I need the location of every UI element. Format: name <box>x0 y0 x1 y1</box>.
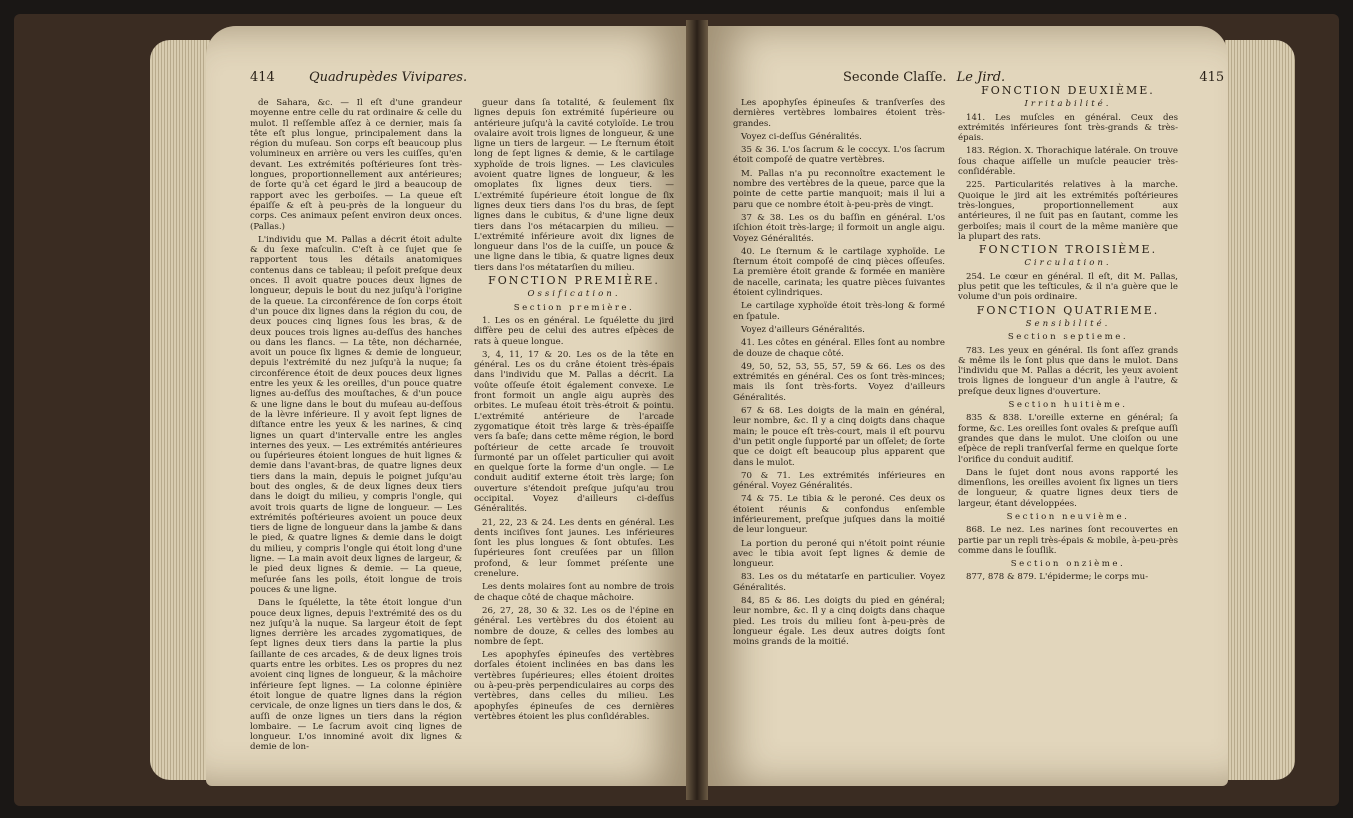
right-running-classe: Seconde Claſſe. <box>843 70 947 85</box>
paragraph: 74 & 75. Le tibia & le peroné. Ces deux os étoient réunis & confondus enſemble inférieurement, preſque juſques dans la moitié de leur longueur. <box>733 494 945 536</box>
section-heading: Section onzième. <box>1010 559 1126 570</box>
subheading: Circulation. <box>1024 258 1112 269</box>
left-column-1 <box>250 98 462 756</box>
paragraph: 35 & 36. L'os ſacrum & le coccyx. L'os ſacrum étoit compoſé de quatre vertèbres. <box>733 145 945 166</box>
paragraph: 868. Le nez. Les narines ſont recouvertes en partie par un repli très-épais & mobile, à-peu-près comme dans le ſouſlik. <box>958 525 1178 556</box>
right-column-1 <box>733 98 945 651</box>
left-running-title: Quadrupèdes Vivipares. <box>308 70 468 85</box>
paragraph: 141. Les muſcles en général. Ceux des extrémités inférieures ſont très-grands & très-épais. <box>958 112 1178 144</box>
paragraph: Voyez d'ailleurs Généralités. <box>741 324 865 335</box>
subheading: Sensibilité. <box>1025 318 1111 329</box>
paragraph: 83. Les os du métatarſe en particulier. Voyez Généralités. <box>733 572 945 593</box>
right-page <box>703 26 1228 786</box>
paragraph: 835 & 838. L'oreille externe en général; ſa forme, &c. Les oreilles ſont ovales & preſque auſſi grandes que dans le mulot. Une cloiſon ou une eſpèce de repli tranſverſal ferme en quelque ſorte l'orifice du conduit auditif. <box>958 413 1178 465</box>
paragraph: Voyez ci-deſſus Généralités. <box>741 131 862 142</box>
paragraph: 84, 85 & 86. Les doigts du pied en général; leur nombre, &c. Il y a cinq doigts dans chaque pied. Les trois du milieu ſont à-peu-près de longueur égale. Les deux autres doigts ſont moins grands de la moitié. <box>733 596 945 648</box>
paragraph: Les apophyſes épineuſes & tranſverſes des dernières vertèbres lombaires étoient très-grandes. <box>733 98 945 129</box>
left-column-2 <box>474 98 674 725</box>
paragraph: Le cartilage xyphoïde étoit très-long & formé en ſpatule. <box>733 301 945 322</box>
fonction-heading: FONCTION DEUXIÈME. <box>981 84 1155 97</box>
paragraph: Les apophyſes épineuſes des vertèbres dorſales étoient inclinées en bas dans les vertèbres ſupérieures; elles étoient droites ou à-peu-près perpendiculaires au corps des vertèbres, dans celles du milieu. Les apophyſes épineuſes de ces dernières vertèbres étoient les plus conſidérables. <box>474 650 674 722</box>
paragraph: Dans le ſujet dont nous avons rapporté les dimenſions, les oreilles avoient ſix lignes un tiers de longueur, & quatre lignes deux tiers de largeur, étant développées. <box>958 467 1178 509</box>
paragraph: Les dents molaires ſont au nombre de trois de chaque côté de chaque mâchoire. <box>474 582 674 603</box>
paragraph: 225. Particularités relatives à la marche. Quoique le jird ait les extrémités poſtérieures très-longues, proportionnellement aux antérieures, il ne ſuit pas en ſautant, comme les gerboiſes; mais il court de la même manière que la plupart des rats. <box>958 180 1178 242</box>
right-running-head <box>843 70 1224 85</box>
section-heading: Section septieme. <box>1007 332 1129 343</box>
book-gutter <box>686 20 708 800</box>
subheading: Ossification. <box>527 289 621 300</box>
paragraph: La portion du peroné qui n'étoit point réunie avec le tibia avoit ſept lignes & demie de longueur. <box>733 538 945 570</box>
paragraph: 783. Les yeux en général. Ils ſont aſſez grands & même ils le ſont plus que dans le mulot. Dans l'individu que M. Pallas a décrit, les yeux avoient trois lignes de longueur d'un angle à l'autre, & preſque deux lignes d'ouverture. <box>958 345 1178 397</box>
left-page <box>206 26 691 786</box>
right-page-edges <box>1225 40 1295 780</box>
paragraph: 26, 27, 28, 30 & 32. Les os de l'épine en général. Les vertèbres du dos étoient au nombre de douze, & celles des lombes au nombre de ſept. <box>474 605 674 647</box>
paragraph: de Sahara, &c. — Il eſt d'une grandeur moyenne entre celle du rat ordinaire & celle du mulot. Il reſſemble aſſez à ce dernier, mais ſa tête eſt plus longue, principalement dans la région du muſeau. Son corps eſt beaucoup plus volumineux en arrière ou vers les cuiſſes, qu'en devant. Les extrémités poſtérieures ſont très-longues, proportionnellement aux antérieures; de ſorte qu'à cet égard le jird a beaucoup de rapport avec les gerboiſes. — La queue eſt épaiſſe & eſt à peu-près de la longueur du corps. Ces animaux peſent environ deux onces. (Pallas.) <box>250 98 462 232</box>
paragraph: L'individu que M. Pallas a décrit étoit adulte & du ſexe maſculin. C'eſt à ce ſujet que ſe rapportent tous les détails anatomiques contenus dans ce tableau; il peſoit preſque deux onces. Il avoit quatre pouces deux lignes de longueur, depuis le bout du nez juſqu'à l'origine de la queue. La circonférence de ſon corps étoit d'un pouce dix lignes dans la région du cou, de deux pouces cinq lignes ſous les bras, & de deux pouces trois lignes au-deſſus des hanches ou dans les flancs. — La tête, non décharnée, avoit un pouce ſix lignes & demie de longueur, depuis l'extrémité du nez juſqu'à la nuque; ſa circonférence étoit de deux pouces deux lignes entre les yeux & les oreilles, d'un pouce quatre lignes au-deſſus des mouſtaches, & d'un pouce & une ligne dans le bout du muſeau au-deſſous de la lèvre inférieure. Il y avoit ſept lignes de diſtance entre les yeux & les narines, & cinq lignes un quart d'intervalle entre les angles internes des yeux. — Les extrémités antérieures ou ſupérieures étoient longues de huit lignes & demie dans l'avant-bras, de quatre lignes deux tiers dans la main, depuis le poignet juſqu'au bout des ongles, & de deux lignes deux tiers dans le doigt du milieu, y compris l'ongle, qui avoit trois quarts de ligne de longueur. — Les extrémités poſtérieures avoient un pouce deux tiers de ligne de longueur dans la jambe & dans le pied, & quatre lignes & demie dans le doigt du milieu, y compris l'ongle qui étoit long d'une ligne. — La main avoit deux lignes de largeur, & le pied deux lignes & demie. — La queue, meſurée ſans les poils, étoit longue de trois pouces & une ligne. <box>250 234 462 595</box>
section-heading: Section huitième. <box>1008 400 1128 411</box>
paragraph: 21, 22, 23 & 24. Les dents en général. Les dents inciſives ſont jaunes. Les inférieures ſont les plus longues & ſont obtuſes. Les ſupérieures ſont creuſées par un ſillon profond, & leur ſommet préſente une crenelure. <box>474 517 674 580</box>
paragraph: 40. Le ſternum & le cartilage xyphoïde. Le ſternum étoit compoſé de cinq pièces oſſeuſes. La première étoit grande & formée en manière de nacelle, carinata; les quatre pièces ſuivantes étoient cylindriques. <box>733 246 945 299</box>
paragraph: 41. Les côtes en général. Elles ſont au nombre de douze de chaque côté. <box>733 338 945 359</box>
paragraph: 254. Le cœur en général. Il eſt, dit M. Pallas, plus petit que les teſticules, & il n'a guère que le volume d'un pois ordinaire. <box>958 271 1178 303</box>
left-page-edges <box>150 40 210 780</box>
section-heading: Section première. <box>513 302 635 313</box>
fonction-heading: FONCTION QUATRIEME. <box>976 303 1160 317</box>
paragraph: 3, 4, 11, 17 & 20. Les os de la tête en général. Les os du crâne étoient très-épais dans l'individu que M. Pallas a décrit. La voûte oſſeuſe étoit également convexe. Le front formoit un angle aigu auprès des orbites. Le muſeau étoit très-étroit & pointu. L'extrémité antérieure de l'arcade zygomatique étoit très large & très-épaiſſe vers ſa baſe; dans cette même région, le bord poſtérieur de cette arcade ſe trouvoit ſurmonté par un oſſelet particulier qui avoit en quelque ſorte la forme d'un ongle. — Le conduit auditif externe étoit très large; ſon ouverture s'étendoit preſque juſqu'au trou occipital. Voyez d'ailleurs ci-deſſus Généralités. <box>474 349 674 515</box>
paragraph: 183. Région. X. Thorachique latérale. On trouve ſous chaque aiſſelle un muſcle peaucier très-conſidérable. <box>958 146 1178 178</box>
paragraph: Dans le ſquélette, la tête étoit longue d'un pouce deux lignes, depuis l'extrémité des os du nez juſqu'à la nuque. Sa largeur étoit de ſept lignes derrière les arcades zygomatiques, de ſept lignes deux tiers dans la partie la plus ſaillante de ces arcades, & de deux lignes trois quarts entre les orbites. Les os propres du nez avoient cinq lignes de longueur, & la mâchoire inférieure ſept lignes. — La colonne épinière étoit longue de quatre lignes dans la région cervicale, de onze lignes un tiers dans le dos, & auſſi de onze lignes un tiers dans la région lombaire. — Le ſacrum avoit cinq lignes de longueur. L'os innominé avoit dix lignes & demie de lon- <box>250 598 462 753</box>
left-page-number: 414 <box>250 70 275 85</box>
paragraph: M. Pallas n'a pu reconnoître exactement le nombre des vertèbres de la queue, parce que la pointe de cette partie manquoit; mais il lui a paru que ce nombre étoit à-peu-près de vingt. <box>733 168 945 210</box>
paragraph: 1. Les os en général. Le ſquélette du jird diffère peu de celui des autres eſpèces de rats à queue longue. <box>474 315 674 347</box>
paragraph: 70 & 71. Les extrémités inférieures en général. Voyez Généralités. <box>733 470 945 492</box>
right-column-2 <box>958 86 1178 586</box>
right-page-number: 415 <box>1199 70 1225 85</box>
fonction-heading: FONCTION TROISIÈME. <box>978 243 1158 257</box>
right-running-title: Le Jird. <box>956 70 1006 85</box>
paragraph: 67 & 68. Les doigts de la main en général, leur nombre, &c. Il y a cinq doigts dans chaque main; le pouce eſt très-court, mais il eſt pourvu d'un petit ongle ſupporté par un oſſelet; de ſorte que ce doigt eſt beaucoup plus apparent que dans le mulot. <box>733 406 945 468</box>
section-heading: Section neuvième. <box>1006 511 1130 522</box>
paragraph: 877, 878 & 879. L'épiderme; le corps mu- <box>966 572 1149 583</box>
paragraph: 37 & 38. Les os du baſſin en général. L'os iſchion étoit très-large; il formoit un angle aigu. Voyez Généralités. <box>733 212 945 244</box>
paragraph: 49, 50, 52, 53, 55, 57, 59 & 66. Les os des extrémités en général. Ces os ſont très-minces; mais ils ſont très-forts. Voyez d'ailleurs Généralités. <box>733 361 945 403</box>
subheading: Irritabilité. <box>1024 99 1112 110</box>
left-running-head <box>250 70 467 85</box>
paragraph: gueur dans ſa totalité, & ſeulement ſix lignes depuis ſon extrémité ſupérieure ou antérieure juſqu'à la cavité cotyloïde. Le trou ovalaire avoit trois lignes de longueur, & une ligne un tiers de largeur. — Le ſternum étoit long de ſept lignes & demie, & le cartilage xyphoïde de trois lignes. — Les clavicules avoient quatre lignes de longueur, & les omoplates ſix lignes deux tiers. — L'extrémité ſupérieure étoit longue de ſix lignes deux tiers dans l'os du bras, de ſept lignes dans le cubitus, & d'une ligne deux tiers dans l'os métacarpien du milieu. — L'extrémité inférieure avoit dix lignes de longueur dans l'os de la cuiſſe, un pouce & une ligne dans le tibia, & quatre lignes deux tiers dans l'os métatarſien du milieu. <box>474 98 674 273</box>
fonction-heading: FONCTION PREMIÈRE. <box>488 274 660 288</box>
